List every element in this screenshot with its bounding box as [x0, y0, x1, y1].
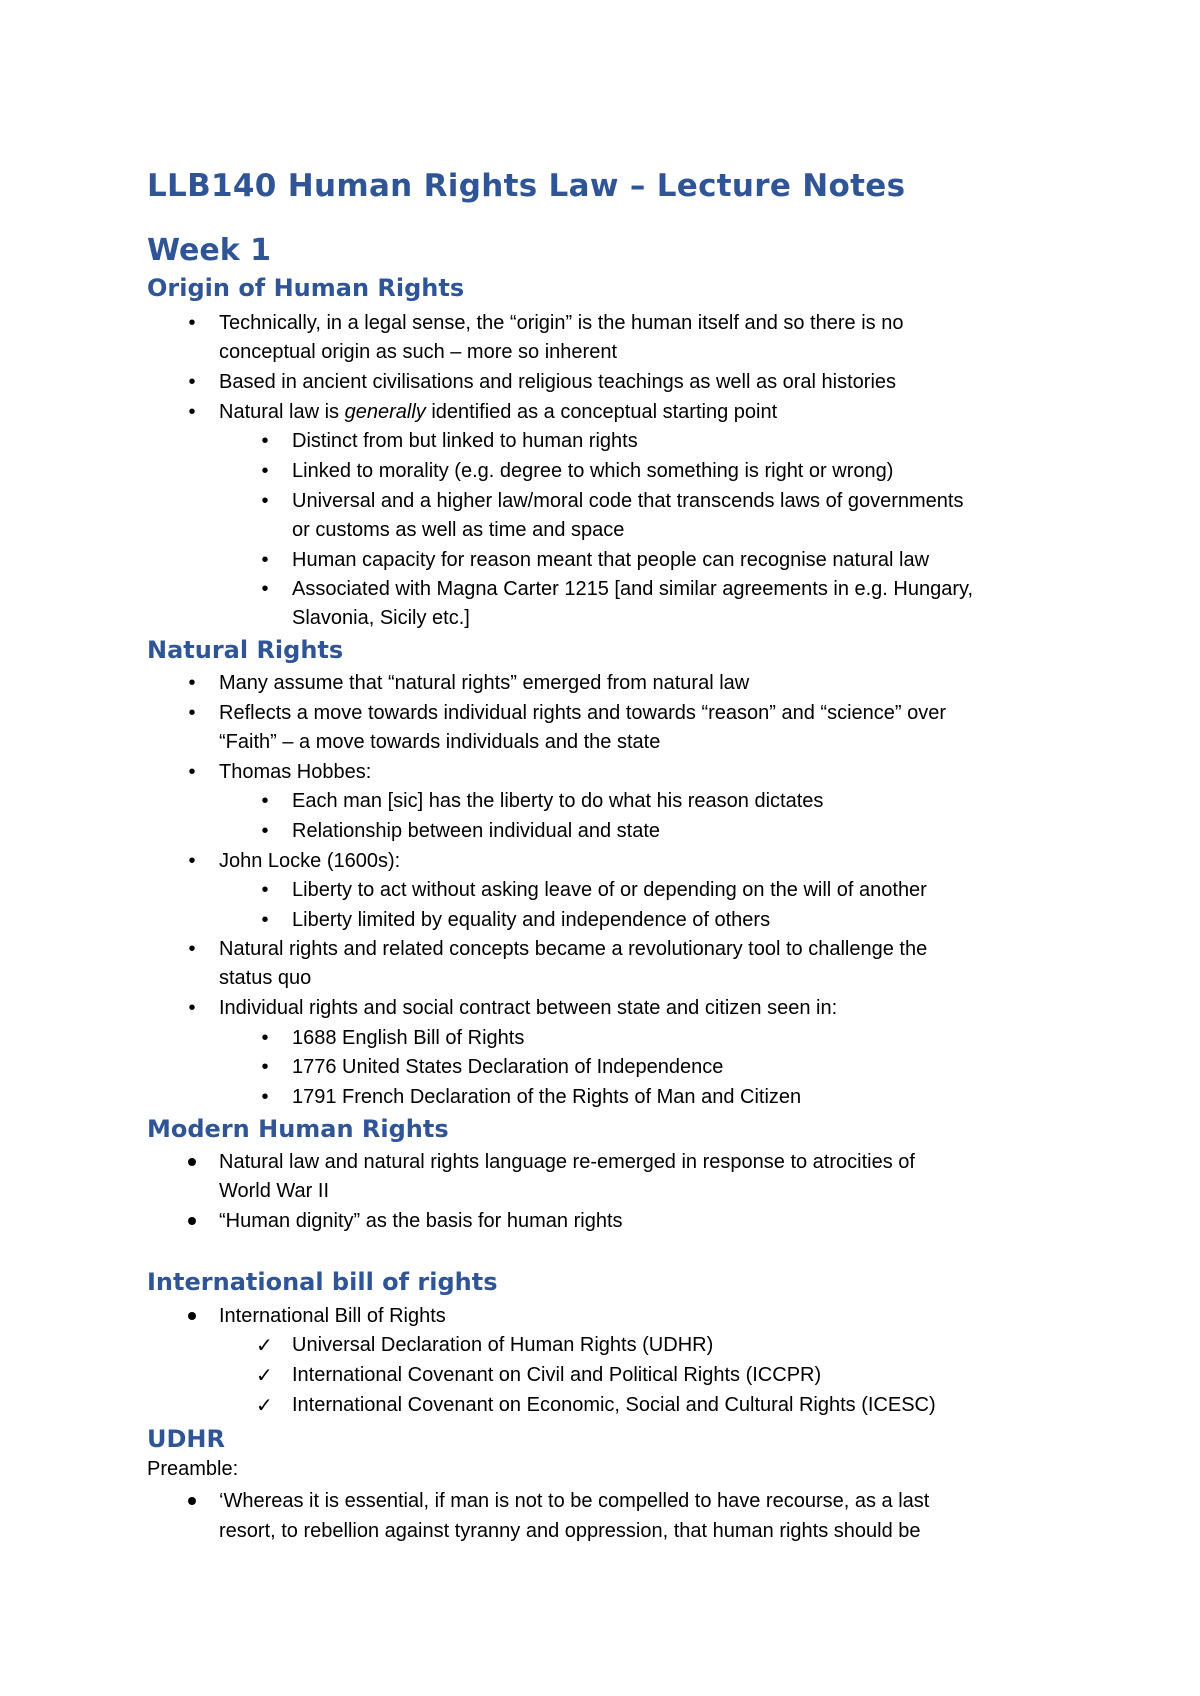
list-item: Liberty to act without asking leave of or depending on the will of another	[292, 879, 927, 901]
list-item: International Covenant on Civil and Political Rights (ICCPR)	[292, 1364, 822, 1386]
list-item: Based in ancient civilisations and religious teachings as well as oral histories	[219, 371, 897, 393]
list-item: Human capacity for reason meant that people can recognise natural law	[292, 549, 930, 571]
list-item	[219, 399, 777, 425]
bullet-icon: •	[188, 997, 196, 1019]
section-heading-natural-rights: Natural Rights	[147, 636, 344, 664]
round-bullet-icon	[188, 1497, 196, 1505]
list-item: Thomas Hobbes:	[219, 761, 372, 783]
bullet-icon: •	[188, 702, 196, 724]
round-bullet-icon	[188, 1312, 196, 1320]
list-item: International Bill of Rights	[219, 1305, 446, 1327]
list-item: Individual rights and social contract between state and citizen seen in:	[219, 997, 838, 1019]
list-item: 1776 United States Declaration of Independence	[292, 1056, 724, 1078]
section-heading-international-bill: International bill of rights	[147, 1268, 498, 1296]
bullet-icon: •	[188, 371, 196, 393]
list-item-continuation: Slavonia, Sicily etc.]	[292, 607, 470, 629]
list-item: 1688 English Bill of Rights	[292, 1027, 525, 1049]
list-item-continuation: resort, to rebellion against tyranny and oppression, that human rights should be	[219, 1520, 921, 1542]
bullet-icon: •	[188, 672, 196, 694]
bullet-icon: •	[261, 1086, 269, 1108]
list-item: John Locke (1600s):	[219, 850, 401, 872]
checkmark-icon: ✓	[256, 1333, 273, 1357]
list-item: International Covenant on Economic, Social and Cultural Rights (ICESC)	[292, 1394, 936, 1416]
bullet-icon: •	[188, 761, 196, 783]
bullet-icon: •	[188, 401, 196, 423]
list-item: Distinct from but linked to human rights	[292, 430, 638, 452]
list-item: Relationship between individual and state	[292, 820, 661, 842]
round-bullet-icon	[188, 1217, 196, 1225]
bullet-icon: •	[261, 490, 269, 512]
list-item: Each man [sic] has the liberty to do what his reason dictates	[292, 790, 824, 812]
bullet-icon: •	[188, 938, 196, 960]
bullet-icon: •	[261, 460, 269, 482]
list-item: 1791 French Declaration of the Rights of Man and Citizen	[292, 1086, 802, 1108]
list-item: Natural law and natural rights language re-emerged in response to atrocities of	[219, 1151, 915, 1173]
list-item-continuation: “Faith” – a move towards individuals and the state	[219, 731, 661, 753]
document-title: LLB140 Human Rights Law – Lecture Notes	[147, 168, 906, 204]
list-item: Universal and a higher law/moral code that transcends laws of governments	[292, 490, 964, 512]
bullet-icon: •	[261, 820, 269, 842]
bullet-icon: •	[261, 879, 269, 901]
list-item-continuation: status quo	[219, 967, 312, 989]
bullet-icon: •	[261, 1027, 269, 1049]
list-item-text: identified as a conceptual starting point	[425, 401, 778, 423]
emphasis-text: generally	[344, 401, 426, 423]
round-bullet-icon	[188, 1158, 196, 1166]
bullet-icon: •	[261, 1056, 269, 1078]
bullet-icon: •	[188, 312, 196, 334]
list-item-text: Natural law is	[219, 401, 345, 423]
list-item: Natural rights and related concepts became a revolutionary tool to challenge the	[219, 938, 928, 960]
section-heading-udhr: UDHR	[147, 1425, 225, 1453]
list-item: Reflects a move towards individual rights and towards “reason” and “science” over	[219, 702, 947, 724]
list-item: “Human dignity” as the basis for human rights	[219, 1210, 623, 1232]
list-item: Liberty limited by equality and independence of others	[292, 909, 771, 931]
bullet-icon: •	[261, 549, 269, 571]
bullet-icon: •	[261, 578, 269, 600]
section-heading-modern-rights: Modern Human Rights	[147, 1115, 449, 1143]
list-item: ‘Whereas it is essential, if man is not to be compelled to have recourse, as a last	[219, 1490, 930, 1512]
list-item: Linked to morality (e.g. degree to which something is right or wrong)	[292, 460, 894, 482]
list-item-continuation: or customs as well as time and space	[292, 519, 625, 541]
list-item: Many assume that “natural rights” emerged from natural law	[219, 672, 750, 694]
section-heading-origin: Origin of Human Rights	[147, 274, 465, 302]
list-item: Universal Declaration of Human Rights (UDHR)	[292, 1334, 714, 1356]
checkmark-icon: ✓	[256, 1393, 273, 1417]
checkmark-icon: ✓	[256, 1363, 273, 1387]
list-item: Technically, in a legal sense, the “origin” is the human itself and so there is no	[219, 312, 904, 334]
bullet-icon: •	[261, 430, 269, 452]
bullet-icon: •	[261, 909, 269, 931]
list-item-continuation: World War II	[219, 1180, 330, 1202]
list-item: Associated with Magna Carter 1215 [and similar agreements in e.g. Hungary,	[292, 578, 974, 600]
bullet-icon: •	[261, 790, 269, 812]
list-item-continuation: conceptual origin as such – more so inherent	[219, 341, 618, 363]
preamble-label: Preamble:	[147, 1458, 239, 1480]
week-heading: Week 1	[147, 233, 271, 268]
bullet-icon: •	[188, 850, 196, 872]
